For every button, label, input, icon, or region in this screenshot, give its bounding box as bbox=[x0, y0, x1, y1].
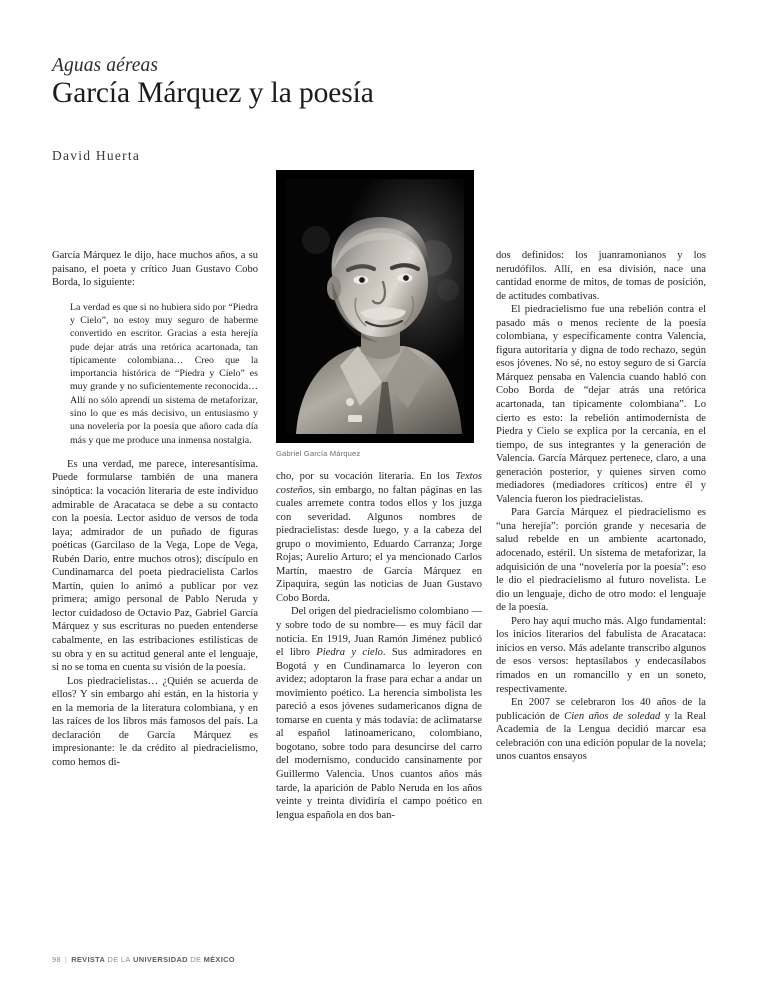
text-run: . Sus admiradores en Bogotá y en Cundinamarca lo leyeron con avidez; adoptaron la frase para echar a andar un movimiento poético. La herencia simbolista les pareció a esos jóvenes sudamericanos digna de tomarse en cuenta y más todavía: de aclimatarse al español latinoamericano, colombiano, bogotano, sobre todo para desuncirse del carro del modernismo, conducido cansinamente por Guillermo Valencia. Unos cuantos años más tarde, la aparición de Pablo Neruda en los años veinte y treinta dividiría el campo poético en lengua española en dos ban- bbox=[276, 647, 482, 821]
portrait-illustration bbox=[276, 170, 474, 443]
paragraph: Pero hay aquí mucho más. Algo fundamental: los inicios literarios del fabulista de Aracataca: inicios en verso. Más adelante transcribo algunos de esos versos: heptasílabos y endecasílabos rimados en un romancillo y en un soneto, respectivamente. bbox=[496, 615, 706, 695]
footer-word-universidad: UNIVERSIDAD bbox=[133, 955, 188, 964]
text-run: En 2007 se celebraron los 40 años de la publicación de bbox=[496, 697, 706, 722]
author-byline: David Huerta bbox=[52, 148, 141, 163]
section-kicker: Aguas aéreas bbox=[52, 55, 159, 76]
text-run: Del origen del piedracielismo colombiano —y sobre todo de su nombre— es muy fácil dar noticia. En 1919, Juan Ramón Jiménez publicó el libro bbox=[276, 606, 482, 659]
text-column-2 bbox=[276, 470, 482, 822]
text-column-3 bbox=[496, 249, 706, 764]
photo-block bbox=[276, 170, 474, 458]
portrait-photo bbox=[276, 170, 474, 443]
page-footer bbox=[52, 955, 235, 964]
footer-separator: | bbox=[64, 955, 68, 964]
paragraph bbox=[276, 470, 482, 605]
footer-word-mexico: MÉXICO bbox=[203, 955, 235, 964]
footer-word-de: DE bbox=[190, 955, 202, 964]
text-run: , sin embargo, no faltan páginas en las cuales arremete contra todos ellos y los juzga con severidad. Algunos nombres de piedracielistas: desde luego, y a la cabeza del grupo o movimiento, Eduardo Carranza; Jorge Rojas; Aurelio Arturo; el ya mencionado Carlos Martín, maestro de García Márquez en Zipaquira, según las noticias de Juan Gustavo Cobo Borda. bbox=[276, 484, 482, 604]
paragraph: dos definidos: los juanramonianos y los nerudófilos. Allí, en esa división, nace una cantidad enorme de mitos, de tomas de posición, de actitudes combativas. bbox=[496, 250, 706, 302]
page-title: García Márquez y la poesía bbox=[52, 77, 374, 110]
pull-quote-text: La verdad es que si no hubiera sido por “Piedra y Cielo”, no estoy muy seguro de haberme convertido en escritor. Gracias a esta herejía pude dejar atrás una retórica acartonada, tan típicamente colombiana… Creo que la importancia histórica de “Piedra y Cielo” es muy grande y no suficientemente reconocida… Allí no sólo aprendí un sistema de metaforizar, sino lo que es más decisivo, un entusiasmo y una novelería por la poesía que añoro cada día más y que me produce una inmensa nostalgia. bbox=[70, 301, 258, 446]
text-column-1 bbox=[52, 249, 258, 769]
text-run: cho, por su vocación literaria. En los bbox=[276, 471, 456, 482]
paragraph bbox=[496, 696, 706, 764]
footer-word-dela: DE LA bbox=[107, 955, 131, 964]
photo-caption: Gabriel García Márquez bbox=[276, 449, 361, 458]
paragraph: Para García Márquez el piedracielismo es “una herejía”: porción grande y necesaria de salud rebelde en un ambiente acartonado, adocenado, estéril. Un sistema de metaforizar, la adquisición de una “novelería por la poesía”: eso le dio el piedracielismo al futuro novelista. Le dio un lenguaje, dicho de otro modo: el lenguaje de la poesía. bbox=[496, 507, 706, 614]
footer-word-revista: REVISTA bbox=[71, 955, 106, 964]
article-masthead bbox=[52, 56, 522, 111]
page-number: 98 bbox=[52, 955, 61, 964]
pull-quote bbox=[52, 301, 258, 447]
paragraph: El piedracielismo fue una rebelión contra el pasado más o menos reciente de la poesía colombiana, y específicamente contra Valencia, figura autoritaria y digna de todo rechazo, según esos jóvenes. No sé, no estoy seguro de si García Márquez pensaba en Valencia cuando habló con Cobo Borda de “dejar atrás una retórica acartonada, tan típicamente colombiana”. Lo cierto es esto: la rebelión antimodernista de Piedra y Cielo se explica por la cercanía, en el tiempo, de sus integrantes y la generación de Valencia. García Márquez pertenece, claro, a una generación posterior, y quienes sirven como mediadores (mediadores críticos) entre él y Valencia fueron los piedracielistas. bbox=[496, 304, 706, 505]
book-title-italic: Cien años de soledad bbox=[564, 710, 661, 722]
paragraph: Es una verdad, me parece, interesantísima. Puede formularse también de una manera sinóptica: la vocación literaria de este individuo admirable de Aracataca se debe a su contacto con la poesía. Lector asiduo de versos de toda laya; admirador de un puñado de figuras poéticas (Garcilaso de la Vega, Lope de Vega, Rubén Darío, entre muchos otros); discípulo en Cundinamarca del poeta piedracielista Carlos Martín, quien lo animó a publicar por vez primera; amigo personal de Pablo Neruda y lector cuidadoso de Octavio Paz, Gabriel García Márquez y sus escrituras no pueden entenderse cabalmente, en las estribaciones estilísticas de su obra y en su actitud general ante el lenguaje, si no se toma en cuenta su visión de la poesía. bbox=[52, 458, 258, 674]
paragraph bbox=[276, 605, 482, 822]
book-title-italic: Piedra y cielo bbox=[316, 647, 383, 659]
paragraph: García Márquez le dijo, hace muchos años, a su paisano, el poeta y crítico Juan Gustavo Cobo Borda, lo siguiente: bbox=[52, 250, 258, 289]
paragraph: Los piedracielistas… ¿Quién se acuerda de ellos? Y sin embargo ahí están, en la historia y en la memoria de la literatura colombiana, y en las raíces de los libros más famosos del país. La declaración de García Márquez es impresionante: le da crédito al piedracielismo, como hemos di- bbox=[52, 675, 258, 768]
book-title-italic: Textos costeños bbox=[276, 471, 482, 496]
text-run: y la Real Academia de la Lengua decidió marcar esa celebración con una edición popular de la novela; unos cuantos ensayos bbox=[496, 710, 706, 763]
